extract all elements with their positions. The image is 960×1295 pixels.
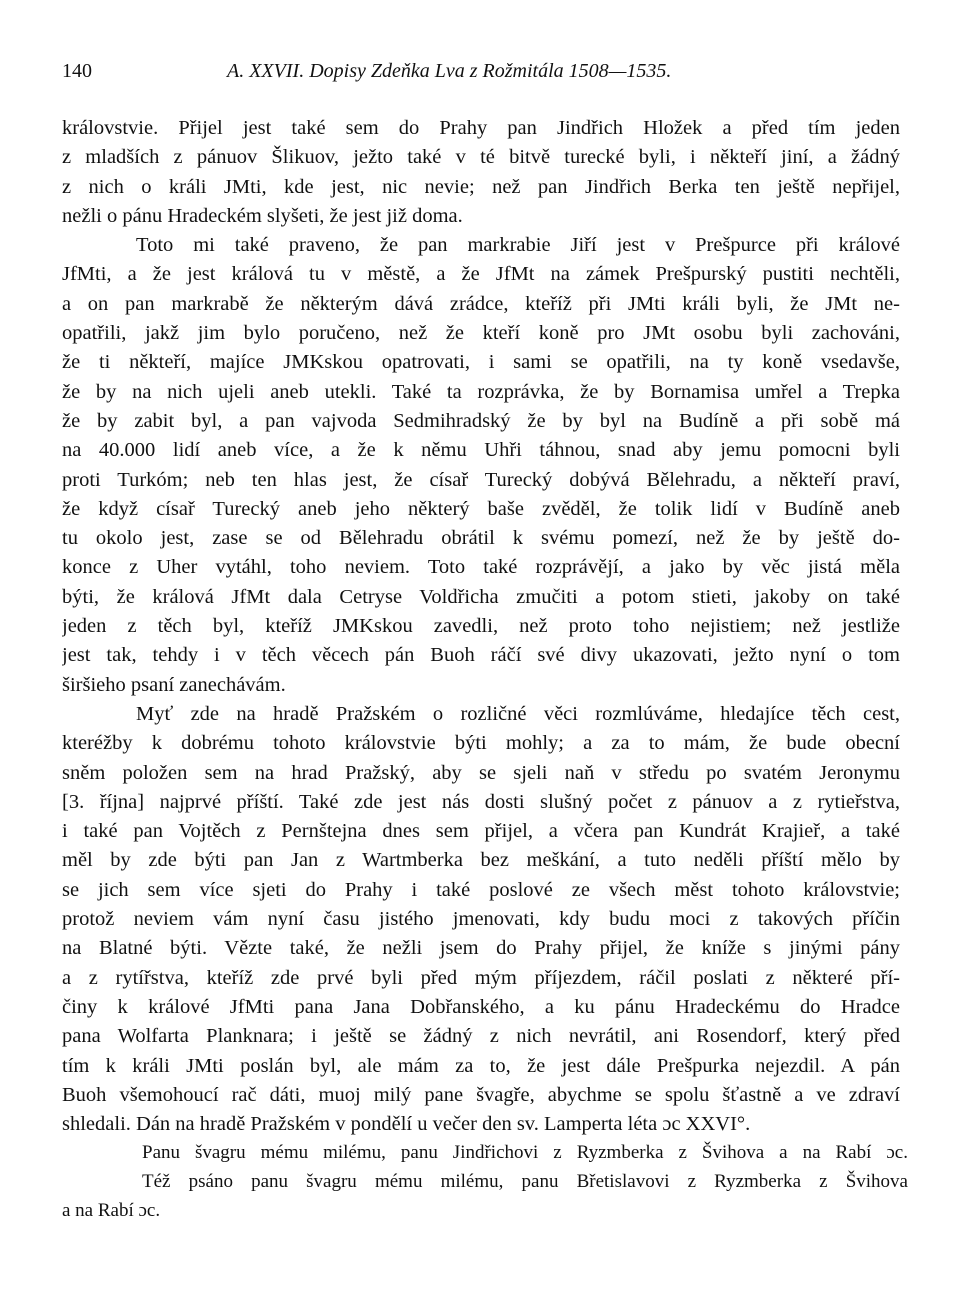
text-line: z mladších z pánuov Šlikuov, ježto také v té bitvě turecké byli, i někteří jiní, a žádný: [62, 146, 900, 169]
text-line: opatřili, jakž jim bylo poručeno, než že kteří koně pro JMt osobu byli zachováni,: [62, 322, 900, 345]
text-line: proti Turkóm; neb ten hlas jest, že císař Turecký dobývá Bělehradu, a někteří praví,: [62, 468, 900, 491]
text-line: protož neviem vám nyní času jistého jmenovati, kdy budu moci z takových příčin: [62, 908, 900, 931]
running-title: A. XXVII. Dopisy Zdeňka Lva z Rožmitála 1508—1535.: [227, 60, 672, 82]
text-line: královstvie. Přijel jest také sem do Prahy pan Jindřich Hložek a před tím jeden: [62, 117, 900, 139]
paragraph-start-line: Toto mi také praveno, že pan markrabie Jiří jest v Prešpurce při králové: [136, 234, 900, 257]
text-line: že když císař Turecký aneb jeho některý baše zvěděl, že tolik lidí v Budíně aneb: [62, 497, 900, 520]
text-line: širšieho psaní zanechávám.: [62, 673, 286, 696]
text-line: a z rytířstva, kteříž zde prvé byli před mým příjezdem, ráčil poslati z některé pří-: [62, 966, 900, 989]
text-line: i také pan Vojtěch z Pernštejna dnes sem přijel, a včera pan Kundrát Krajieř, a také: [62, 820, 900, 843]
address-line: Panu švagru mému milému, panu Jindřichovi z Ryzmberka z Švihova a na Rabí ɔc.: [142, 1142, 908, 1163]
text-line: měl by zde býti pan Jan z Wartmberka bez meškání, a tuto neděli příští mělo by: [62, 849, 900, 872]
text-line: jest tak, tehdy i v těch věcech pán Buoh ráčí své divy ukazovati, ježto nyní o tom: [62, 644, 900, 667]
address-line: a na Rabí ɔc.: [62, 1200, 161, 1221]
text-line: pana Wolfarta Planknara; i ještě se žádný z nich nevrátil, ani Rosendorf, který před: [62, 1025, 900, 1048]
page-number: 140: [62, 60, 92, 82]
text-line: z nich o králi JMti, kde jest, nic nevie; než pan Jindřich Berka ten ještě nepřijel,: [62, 175, 900, 198]
letter-address: [62, 1138, 908, 1225]
text-line: že by zabit byl, a pan vajvoda Sedmihradský že by byl na Budíně a při sobě má: [62, 409, 900, 432]
text-line: JfMti, a že jest králová tu v městě, a že JfMt na zámek Prešpurský pustiti nechtěli,: [62, 263, 900, 286]
dating-line: shledali. Dán na hradě Pražském v pondělí u večer den sv. Lamperta léta ɔc XXVI°.: [62, 1113, 751, 1136]
text-line: kteréžby k dobrému tohoto královstvie býti mohly; a za to mám, že bude obecní: [62, 732, 900, 755]
text-line: činy k králové JfMti pana Jana Dobřanského, a ku pánu Hradeckému do Hradce: [62, 995, 900, 1018]
text-line: nežli o pánu Hradeckém slyšeti, že jest již doma.: [62, 204, 463, 227]
running-header: [62, 60, 900, 90]
text-line: [3. října] najprvé příští. Také zde jest nás dosti slušný počet z pánuov a z rytieřstva,: [62, 790, 900, 813]
text-line: konce z Uher vytáhl, toho neviem. Toto také rozprávějí, a jako by věc jistá měla: [62, 556, 900, 579]
text-line: a on pan markrabě že některým dává zrádce, kteříž při JMti králi byli, že JMt ne-: [62, 292, 900, 315]
text-line: Buoh všemohoucí rač dáti, muoj milý pane švagře, abychme se spolu šťastně a ve zdraví: [62, 1083, 900, 1106]
text-line: že ti někteří, majíce JMKskou opatrovati, i sami se opatřili, na ty koně vsedavše,: [62, 351, 900, 374]
text-line: býti, že králová JfMt dala Cetryse Voldřicha zmučiti a potom stieti, jakoby on také: [62, 585, 900, 608]
paragraph-start-line: Myť zde na hradě Pražském o rozličné věci rozmlúváme, hledajíce těch cest,: [136, 702, 900, 725]
text-line: na 40.000 lidí aneb více, a že k němu Uhři táhnou, snad aby jemu pomocni byli: [62, 439, 900, 462]
text-line: na Blatné býti. Vězte také, že nežli jsem do Prahy přijel, že kníže s jinými pány: [62, 937, 900, 960]
text-line: sněm položen sem na hrad Pražský, aby se sjeli naň v středu po svatém Jeronymu: [62, 761, 900, 784]
text-line: tu okolo jest, zase se od Bělehradu obrátil k svému pomezí, než že by ještě do-: [62, 527, 900, 550]
text-line: se jich sem více sjeti do Prahy i také poslové ze všech měst tohoto královstvie;: [62, 878, 900, 901]
address-line: Též psáno panu švagru mému milému, panu Břetislavovi z Ryzmberka z Švihova: [142, 1171, 908, 1192]
text-line: jeden z těch byl, kteříž JMKskou zavedli, než proto toho nejistiem; než jestliže: [62, 615, 900, 638]
text-line: tím k králi JMti poslán byl, ale mám za to, že jest dále Prešpurka nejezdil. A pán: [62, 1054, 900, 1077]
letter-body: [62, 114, 900, 1139]
text-line: že by na nich ujeli aneb utekli. Také ta rozprávka, že by Bornamisa umřel a Trepka: [62, 380, 900, 403]
